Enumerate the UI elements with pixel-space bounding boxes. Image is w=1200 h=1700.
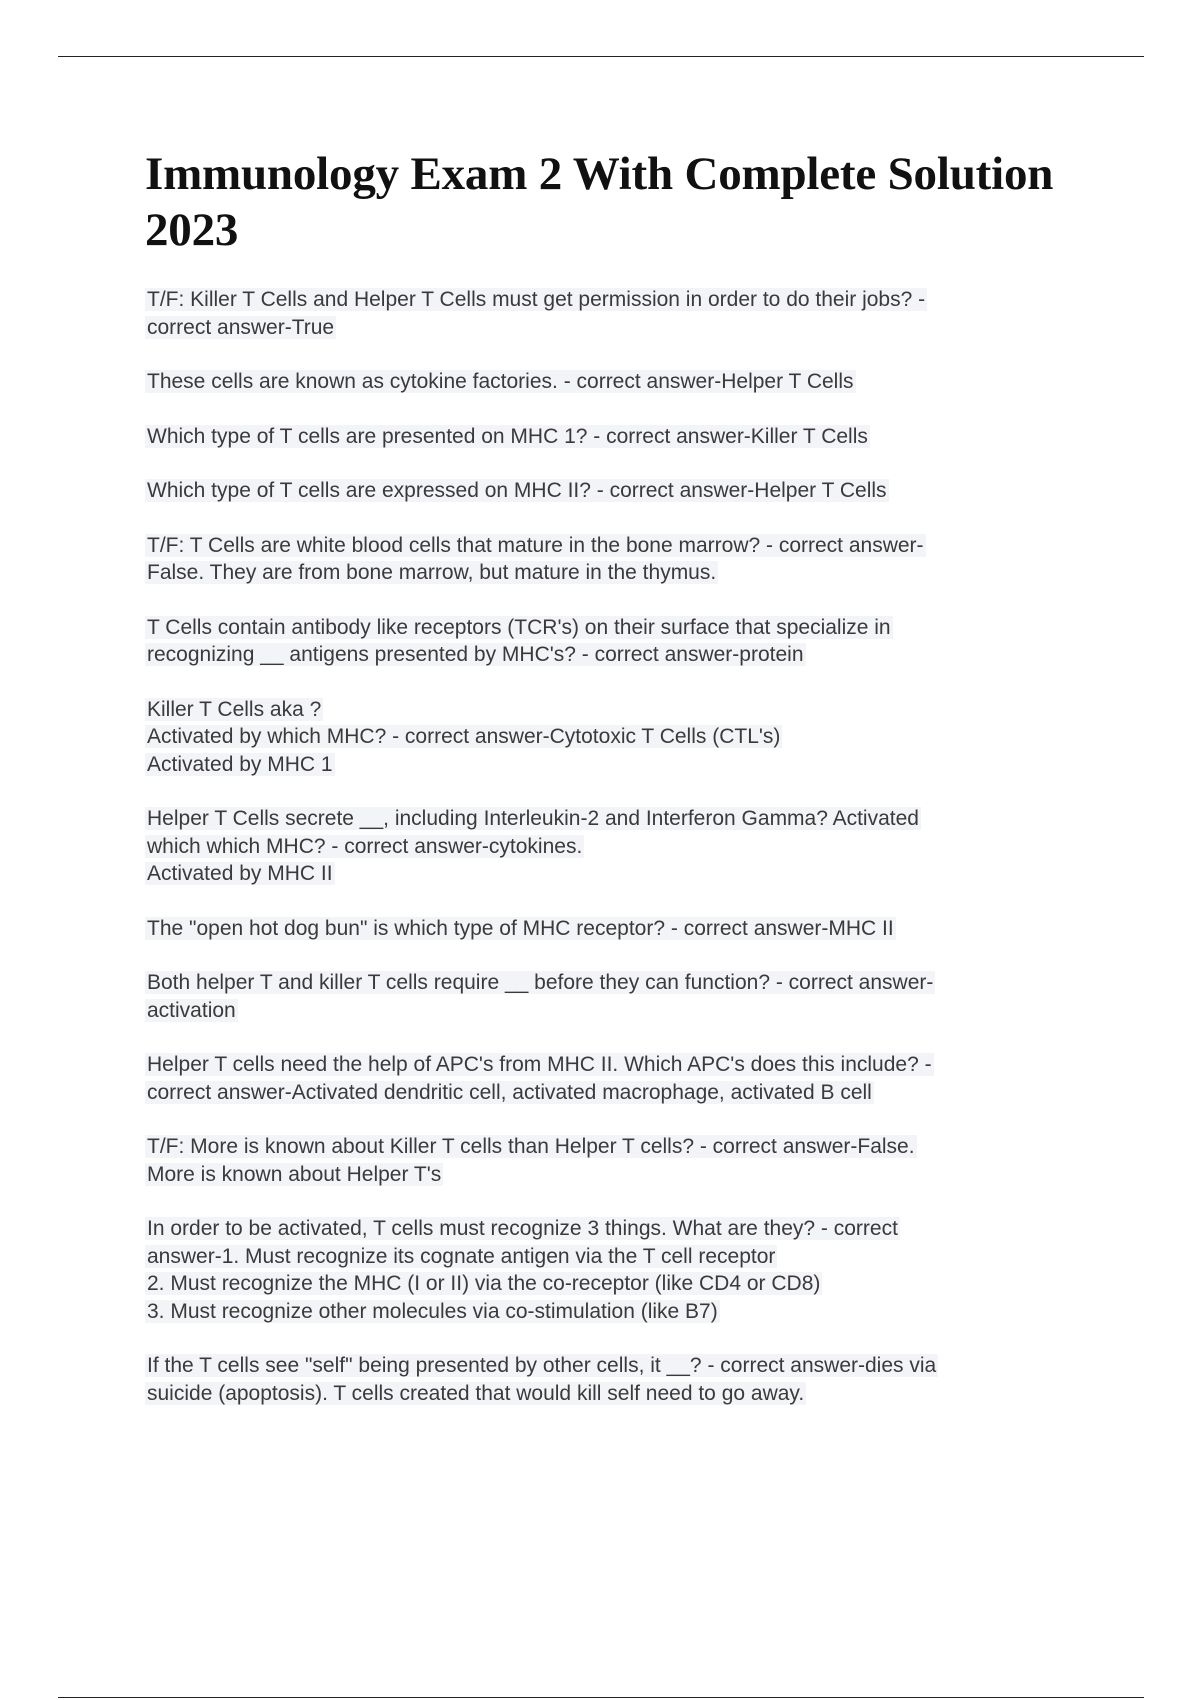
qa-line — [145, 532, 1095, 560]
qa-item — [145, 423, 1095, 451]
qa-line-text: suicide (apoptosis). T cells created that would kill self need to go away. — [147, 1381, 805, 1405]
qa-line — [145, 860, 1095, 888]
qa-line — [145, 696, 1095, 724]
question-list — [145, 286, 1095, 1407]
qa-line-text: T Cells contain antibody like receptors (TCR's) on their surface that specialize in — [147, 615, 891, 639]
qa-line — [145, 1051, 1095, 1079]
qa-line-text: False. They are from bone marrow, but mature in the thymus. — [147, 561, 717, 584]
qa-line-text: Activated by which MHC? - correct answer-Cytotoxic T Cells (CTL's) — [147, 725, 781, 748]
qa-line — [145, 751, 1095, 779]
qa-item — [145, 532, 1095, 587]
document-title: Immunology Exam 2 With Complete Solution 2023 — [145, 148, 1054, 256]
qa-line-text: These cells are known as cytokine factories. - correct answer-Helper T Cells — [147, 370, 854, 393]
qa-line — [145, 1215, 1095, 1243]
qa-line-text: T/F: Killer T Cells and Helper T Cells must get permission in order to do their jobs? - — [147, 288, 926, 311]
qa-line — [145, 805, 1095, 833]
qa-line-text: T/F: T Cells are white blood cells that mature in the bone marrow? - correct answer- — [147, 533, 924, 557]
qa-line — [145, 1380, 1095, 1408]
qa-line — [145, 559, 1095, 587]
qa-line — [145, 614, 1095, 642]
qa-line-text: correct answer-True — [147, 315, 335, 339]
qa-line-text: More is known about Helper T's — [147, 1162, 442, 1186]
qa-line — [145, 477, 1095, 505]
qa-item — [145, 1215, 1095, 1325]
qa-line — [145, 1161, 1095, 1189]
qa-line-text: correct answer-Activated dendritic cell, activated macrophage, activated B cell — [147, 1080, 872, 1104]
qa-line-text: 2. Must recognize the MHC (I or II) via the co-receptor (like CD4 or CD8) — [147, 1272, 821, 1295]
qa-line-text: which which MHC? - correct answer-cytokines. — [147, 834, 583, 858]
qa-item — [145, 805, 1095, 888]
qa-item — [145, 969, 1095, 1024]
qa-line — [145, 997, 1095, 1025]
qa-item — [145, 1352, 1095, 1407]
qa-line-text: Helper T cells need the help of APC's from MHC II. Which APC's does this include? - — [147, 1053, 932, 1076]
qa-line — [145, 1133, 1095, 1161]
qa-line-text: Activated by MHC II — [147, 862, 333, 885]
qa-item — [145, 1133, 1095, 1188]
qa-line-text: Helper T Cells secrete __, including Interleukin-2 and Interferon Gamma? Activated — [147, 807, 919, 830]
qa-line-text: Activated by MHC 1 — [147, 752, 333, 776]
qa-line — [145, 423, 1095, 451]
qa-line-text: Which type of T cells are presented on MHC 1? - correct answer-Killer T Cells — [147, 424, 868, 448]
qa-line — [145, 915, 1095, 943]
qa-line — [145, 1298, 1095, 1326]
qa-line-text: T/F: More is known about Killer T cells than Helper T cells? - correct answer-False. — [147, 1135, 915, 1158]
qa-item — [145, 1051, 1095, 1106]
qa-item — [145, 915, 1095, 943]
qa-line-text: In order to be activated, T cells must recognize 3 things. What are they? - correct — [147, 1217, 898, 1240]
qa-line-text: answer-1. Must recognize its cognate antigen via the T cell receptor — [147, 1244, 776, 1268]
qa-line — [145, 1270, 1095, 1298]
qa-line — [145, 368, 1095, 396]
qa-line — [145, 314, 1095, 342]
qa-item — [145, 286, 1095, 341]
qa-item — [145, 368, 1095, 396]
qa-line-text: The "open hot dog bun" is which type of MHC receptor? - correct answer-MHC II — [147, 916, 894, 940]
qa-line-text: Killer T Cells aka ? — [147, 697, 322, 721]
qa-line — [145, 833, 1095, 861]
qa-line-text: 3. Must recognize other molecules via co-stimulation (like B7) — [147, 1299, 718, 1323]
qa-line — [145, 1243, 1095, 1271]
footer-rule — [58, 1697, 1144, 1698]
document-page — [145, 146, 1095, 1434]
qa-line-text: If the T cells see "self" being presented by other cells, it __? - correct answer-dies via — [147, 1354, 937, 1377]
qa-line — [145, 641, 1095, 669]
qa-line-text: Both helper T and killer T cells require __ before they can function? - correct answer- — [147, 971, 934, 994]
qa-line-text: Which type of T cells are expressed on MHC II? - correct answer-Helper T Cells — [147, 479, 887, 502]
qa-line-text: activation — [147, 998, 236, 1022]
qa-line — [145, 1352, 1095, 1380]
qa-line — [145, 723, 1095, 751]
qa-line — [145, 1079, 1095, 1107]
header-rule — [58, 56, 1144, 57]
qa-line-text: recognizing __ antigens presented by MHC's? - correct answer-protein — [147, 643, 804, 666]
qa-item — [145, 614, 1095, 669]
qa-line — [145, 286, 1095, 314]
qa-item — [145, 477, 1095, 505]
qa-item — [145, 696, 1095, 779]
qa-line — [145, 969, 1095, 997]
